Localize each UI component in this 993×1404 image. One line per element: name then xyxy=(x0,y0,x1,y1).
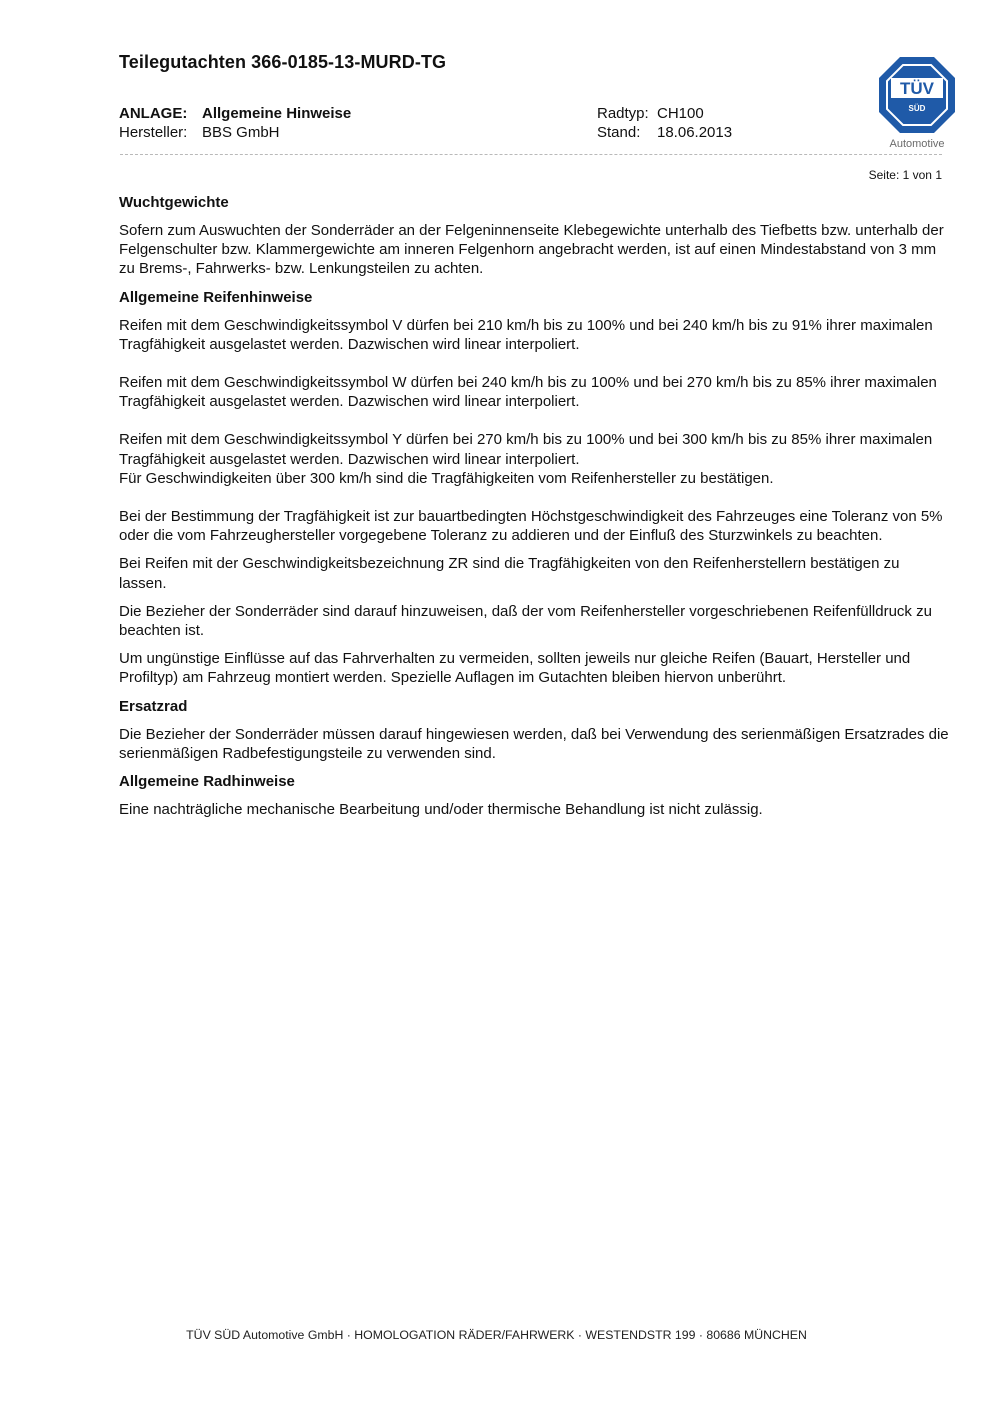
radtyp-label: Radtyp: xyxy=(597,105,649,122)
header-right xyxy=(597,104,732,142)
paragraph-wuchtgewichte: Sofern zum Auswuchten der Sonderräder an der Felgeninnenseite Klebegewichte unterhalb des Tiefbetts bzw. unterhalb der Felgenschulter bzw. Klammergewichte am inneren Felgenhorn angebracht werden, ist auf einen Mindestabstand von 3 mm zu Brems-, Fahrwerks- bzw. Lenkungsteilen zu achten. xyxy=(119,222,944,278)
anlage-row xyxy=(119,104,351,123)
radtyp-row xyxy=(597,104,732,123)
section-heading-reifenhinweise: Allgemeine Reifenhinweise xyxy=(119,288,313,306)
paragraph-tragfaehigkeit: Bei der Bestimmung der Tragfähigkeit ist zur bauartbedingten Höchstgeschwindigkeit des Fahrzeuges eine Toleranz von 5% oder die vom Fahrzeughersteller vorgegebene Toleranz zu addieren und der Einfluß des Sturzwinkels zu beachten. xyxy=(119,508,943,545)
anlage-value: Allgemeine Hinweise xyxy=(202,105,352,122)
section-heading-ersatzrad: Ersatzrad xyxy=(119,697,188,715)
paragraph-radhinweise: Eine nachträgliche mechanische Bearbeitung und/oder thermische Behandlung ist nicht zulässig. xyxy=(119,801,763,819)
paragraph-zr: Bei Reifen mit der Geschwindigkeitsbezeichnung ZR sind die Tragfähigkeiten von den Reifenherstellern bestätigen zu lassen. xyxy=(119,555,900,592)
document-body xyxy=(119,193,949,828)
paragraph-symbol-v: Reifen mit dem Geschwindigkeitssymbol V dürfen bei 210 km/h bis zu 100% und bei 240 km/h bis zu 91% ihrer maximalen Tragfähigkeit ausgelastet werden. Dazwischen wird linear interpoliert. xyxy=(119,316,933,353)
paragraph-fuelldruck: Die Bezieher der Sonderräder sind darauf hinzuweisen, daß der vom Reifenhersteller vorgeschriebenen Reifenfülldruck zu beachten ist. xyxy=(119,602,932,640)
stand-row xyxy=(597,123,732,142)
section-heading-radhinweise: Allgemeine Radhinweise xyxy=(119,773,295,791)
logo-caption: Automotive xyxy=(889,138,945,150)
anlage-label: ANLAGE: xyxy=(119,105,188,122)
stand-label: Stand: xyxy=(597,124,641,141)
stand-value: 18.06.2013 xyxy=(657,124,733,141)
paragraph-symbol-y: Reifen mit dem Geschwindigkeitssymbol Y dürfen bei 270 km/h bis zu 100% und bei 300 km/h bis zu 85% ihrer maximalen Tragfähigkeit ausgelastet werden. Dazwischen wird linear interpoliert. xyxy=(119,431,933,468)
paragraph-gleiche-reifen: Um ungünstige Einflüsse auf das Fahrverhalten zu vermeiden, sollten jeweils nur gleiche Reifen (Bauart, Hersteller und Profiltyp) am Fahrzeug montiert werden. Spezielle Auflagen im Gutachten bleiben hiervon unberührt. xyxy=(119,650,911,687)
paragraph-over-300: Für Geschwindigkeiten über 300 km/h sind die Tragfähigkeiten vom Reifenhersteller zu bestätigen. xyxy=(119,469,774,487)
header-left xyxy=(119,104,351,142)
hersteller-value: BBS GmbH xyxy=(202,124,280,141)
hersteller-label: Hersteller: xyxy=(119,124,188,141)
section-heading-wuchtgewichte: Wuchtgewichte xyxy=(119,194,229,211)
header-separator xyxy=(120,154,942,155)
logo-mark-text: TÜV xyxy=(900,79,934,98)
page-number: Seite: 1 von 1 xyxy=(868,168,942,182)
document-title: Teilegutachten 366-0185-13-MURD-TG xyxy=(119,52,447,72)
paragraph-ersatzrad: Die Bezieher der Sonderräder müssen darauf hingewiesen werden, daß bei Verwendung des serienmäßigen Ersatzrades die serienmäßigen Radbefestigungsteile zu verwenden sind. xyxy=(119,725,949,762)
page-footer: TÜV SÜD Automotive GmbH · HOMOLOGATION RÄDER/FAHRWERK · WESTENDSTR 199 · 80686 MÜNCHEN xyxy=(186,1328,807,1342)
radtyp-value: CH100 xyxy=(657,105,704,122)
hersteller-row xyxy=(119,123,351,142)
paragraph-symbol-w: Reifen mit dem Geschwindigkeitssymbol W dürfen bei 240 km/h bis zu 100% und bei 270 km/h bis zu 85% ihrer maximalen Tragfähigkeit ausgelastet werden. Dazwischen wird linear interpoliert. xyxy=(119,374,937,411)
tuv-sud-logo xyxy=(876,54,958,152)
logo-sub-text: SÜD xyxy=(908,104,926,113)
